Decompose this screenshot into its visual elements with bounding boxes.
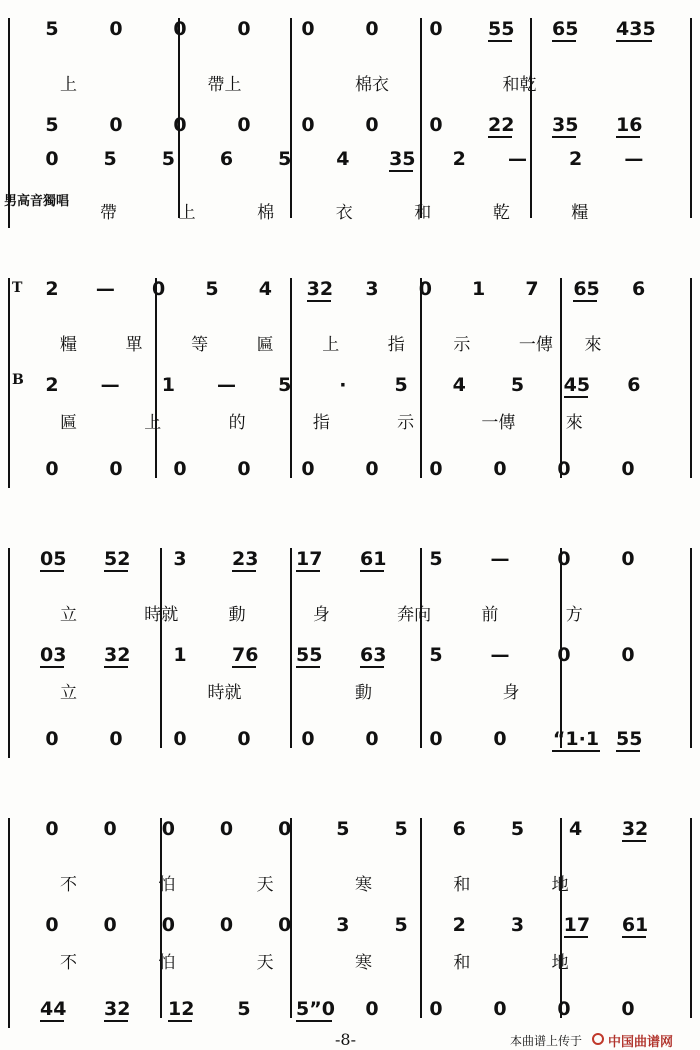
lyric: 帶: [100, 203, 117, 223]
lyric: 上: [144, 413, 162, 433]
site-name: 中国曲谱网: [608, 1035, 674, 1050]
lyric-row: [30, 70, 690, 96]
notation-row: [30, 728, 690, 758]
note: —: [507, 148, 527, 170]
lyric: 棉: [257, 203, 275, 223]
lyric: 帶上: [207, 75, 242, 95]
note: 0: [109, 114, 123, 136]
note: 35: [389, 148, 416, 170]
lyric: 上: [60, 75, 77, 95]
note: 61: [360, 548, 387, 570]
notation-row: [30, 644, 690, 674]
lyric: 的: [228, 413, 246, 433]
note: 0: [109, 458, 123, 480]
note: 5: [394, 374, 408, 396]
lyric: 方: [565, 605, 583, 625]
note: 5: [510, 374, 525, 396]
lyric: 天: [256, 875, 274, 895]
lyric: 和: [453, 953, 471, 973]
note: 5: [394, 818, 408, 840]
lyric-row: [30, 600, 690, 626]
system-brace: [8, 818, 10, 1028]
note: 5: [429, 644, 443, 666]
note: 2: [452, 914, 466, 936]
note: 12: [168, 998, 195, 1020]
note: 5: [510, 818, 525, 840]
note: —: [490, 548, 510, 570]
note: 0: [429, 114, 443, 136]
note: —: [217, 374, 237, 396]
lyric: 天: [256, 953, 274, 973]
note: 0: [219, 818, 234, 840]
note: 4: [336, 148, 350, 170]
note: 0: [103, 818, 117, 840]
note: 0: [237, 18, 251, 40]
note: 1: [173, 644, 187, 666]
barline: [690, 818, 692, 1018]
note: 0: [278, 818, 292, 840]
note: 2: [45, 374, 59, 396]
lyric: 上: [178, 203, 196, 223]
note: 5: [103, 148, 117, 170]
note: 55: [616, 728, 643, 750]
notation-row: [30, 374, 690, 404]
note: 5: [237, 998, 251, 1020]
note: —: [490, 644, 510, 666]
lyric: 動: [355, 683, 372, 703]
note: 22: [488, 114, 515, 136]
notation-row: [30, 548, 690, 578]
note: 5: [278, 374, 292, 396]
lyric: 指: [312, 413, 330, 433]
note: 52: [104, 548, 131, 570]
notation-row: [30, 148, 690, 178]
note: 0: [45, 818, 59, 840]
note: 0: [103, 914, 117, 936]
note: 0: [173, 18, 187, 40]
barline: [690, 278, 692, 478]
note: 6: [627, 374, 641, 396]
note: 435: [616, 18, 656, 40]
lyric: 匾: [60, 413, 77, 433]
lyric: 不: [60, 953, 77, 973]
lyric: 示: [453, 335, 471, 355]
note: 5: [394, 914, 408, 936]
lyric: 乾: [492, 203, 510, 223]
lyric-row: [30, 408, 690, 434]
note: 5: [429, 548, 443, 570]
note: 55: [488, 18, 515, 40]
note: 1: [472, 278, 486, 300]
note: 0: [557, 998, 571, 1020]
lyric: 等: [191, 335, 209, 355]
note: 0: [493, 998, 507, 1020]
lyric: 單: [125, 335, 143, 355]
note: 44: [40, 998, 67, 1020]
note: 55: [296, 644, 323, 666]
lyric-row: [30, 330, 690, 356]
lyric: 寒: [355, 953, 372, 973]
note: —: [95, 278, 115, 300]
note: 0: [109, 18, 123, 40]
lyric: 怕: [158, 875, 176, 895]
lyric: 糧: [60, 335, 77, 355]
note: 5: [278, 148, 292, 170]
note: 0: [237, 728, 251, 750]
note: 35: [552, 114, 579, 136]
lyric-row: [30, 198, 690, 224]
note: 0: [237, 458, 251, 480]
note: 0: [152, 278, 166, 300]
site-logo-icon: [592, 1033, 604, 1045]
note: 6: [452, 818, 466, 840]
note: 2: [569, 148, 583, 170]
note: —: [100, 374, 120, 396]
note: 0: [365, 114, 379, 136]
lyric: 和乾: [502, 75, 537, 95]
note: 0: [301, 458, 315, 480]
note: 2: [45, 278, 59, 300]
note: 05: [40, 548, 67, 570]
lyric: 時就: [144, 605, 179, 625]
note: 0: [493, 728, 507, 750]
note: 0: [161, 818, 175, 840]
note: 0: [278, 914, 292, 936]
page-number: -8-: [335, 1030, 356, 1049]
note: 4: [452, 374, 466, 396]
lyric: 寒: [355, 875, 372, 895]
note: 03: [40, 644, 67, 666]
note: 0: [418, 278, 432, 300]
note: —: [624, 148, 644, 170]
note: 0: [557, 548, 571, 570]
note: 0: [161, 914, 175, 936]
note: 16: [616, 114, 643, 136]
note: 32: [621, 818, 649, 840]
note: 4: [569, 818, 583, 840]
note: “1·1: [552, 728, 600, 750]
note: 0: [301, 728, 315, 750]
note: 0: [365, 458, 379, 480]
notation-row: [30, 18, 690, 48]
note: 0: [237, 114, 251, 136]
lyric: 怕: [158, 953, 176, 973]
note: 5: [45, 18, 59, 40]
notation-row: [30, 818, 690, 848]
note: 17: [563, 914, 591, 936]
lyric: 指: [387, 335, 405, 355]
note: 65: [552, 18, 579, 40]
upload-note: 本曲谱上传于: [510, 1034, 583, 1048]
note: 3: [510, 914, 525, 936]
lyric: 一傳: [481, 413, 516, 433]
note: 0: [557, 644, 571, 666]
note: 0: [301, 18, 315, 40]
note: 7: [525, 278, 539, 300]
note: 0: [429, 998, 443, 1020]
note: 32: [104, 998, 131, 1020]
lyric: 示: [397, 413, 415, 433]
note: ·: [339, 374, 347, 396]
lyric: 上: [322, 335, 340, 355]
note: 0: [621, 458, 635, 480]
note: 0: [109, 728, 123, 750]
lyric: 匾: [256, 335, 274, 355]
note: 23: [232, 548, 259, 570]
page-footer: [0, 1030, 700, 1049]
lyric: 時就: [207, 683, 242, 703]
note: 3: [336, 914, 350, 936]
lyric: 動: [228, 605, 246, 625]
note: 0: [365, 728, 379, 750]
note: 0: [429, 18, 443, 40]
note: 0: [219, 914, 234, 936]
lyric: 前: [481, 605, 499, 625]
lyric: 地: [551, 953, 569, 973]
lyric: 不: [60, 875, 77, 895]
lyric: 一傳: [518, 335, 553, 355]
note: 63: [360, 644, 387, 666]
note: 5: [336, 818, 350, 840]
note: 4: [258, 278, 272, 300]
note: 5: [205, 278, 219, 300]
lyric-row: [30, 678, 690, 704]
note: 1: [161, 374, 175, 396]
lyric: 來: [565, 413, 583, 433]
note: 0: [45, 148, 59, 170]
note: 0: [173, 458, 187, 480]
note: 0: [493, 458, 507, 480]
note: 0: [173, 728, 187, 750]
note: 0: [429, 728, 443, 750]
system-brace: [8, 548, 10, 758]
lyric: 立: [60, 605, 77, 625]
note: 0: [45, 914, 59, 936]
note: 0: [45, 728, 59, 750]
lyric: 身: [502, 683, 520, 703]
lyric-row: [30, 948, 690, 974]
lyric: 棉衣: [355, 75, 389, 95]
notation-row: [30, 458, 690, 488]
notation-row: [30, 278, 690, 308]
note: 45: [563, 374, 591, 396]
note: 17: [296, 548, 323, 570]
note: 0: [429, 458, 443, 480]
lyric: 糧: [571, 203, 589, 223]
voice-label: T: [12, 280, 23, 296]
note: 0: [557, 458, 571, 480]
note: 65: [573, 278, 600, 300]
note: 61: [621, 914, 649, 936]
lyric: 身: [312, 605, 330, 625]
note: 5”0: [296, 998, 335, 1020]
note: 3: [173, 548, 187, 570]
lyric: 奔向: [397, 605, 432, 625]
notation-row: [30, 914, 690, 944]
voice-label: B: [12, 372, 24, 388]
lyric: 和: [414, 203, 432, 223]
lyric: 地: [551, 875, 569, 895]
notation-row: [30, 998, 690, 1028]
note: 3: [365, 278, 379, 300]
barline: [690, 548, 692, 748]
note: 5: [161, 148, 175, 170]
part-label: 男高音獨唱: [4, 194, 70, 209]
note: 5: [45, 114, 59, 136]
lyric: 立: [60, 683, 77, 703]
lyric: 和: [453, 875, 471, 895]
note: 0: [621, 644, 635, 666]
note: 76: [232, 644, 259, 666]
note: 6: [632, 278, 646, 300]
note: 6: [219, 148, 234, 170]
note: 0: [301, 114, 315, 136]
note: 2: [452, 148, 466, 170]
note: 0: [621, 998, 635, 1020]
note: 0: [45, 458, 59, 480]
note: 0: [173, 114, 187, 136]
notation-row: [30, 114, 690, 144]
note: 0: [365, 18, 379, 40]
lyric-row: [30, 870, 690, 896]
note: 0: [365, 998, 379, 1020]
lyric: 衣: [335, 203, 353, 223]
note: 32: [104, 644, 131, 666]
system-brace: [8, 278, 10, 488]
note: 32: [306, 278, 334, 300]
note: 0: [621, 548, 635, 570]
lyric: 來: [584, 335, 602, 355]
barline: [690, 18, 692, 218]
